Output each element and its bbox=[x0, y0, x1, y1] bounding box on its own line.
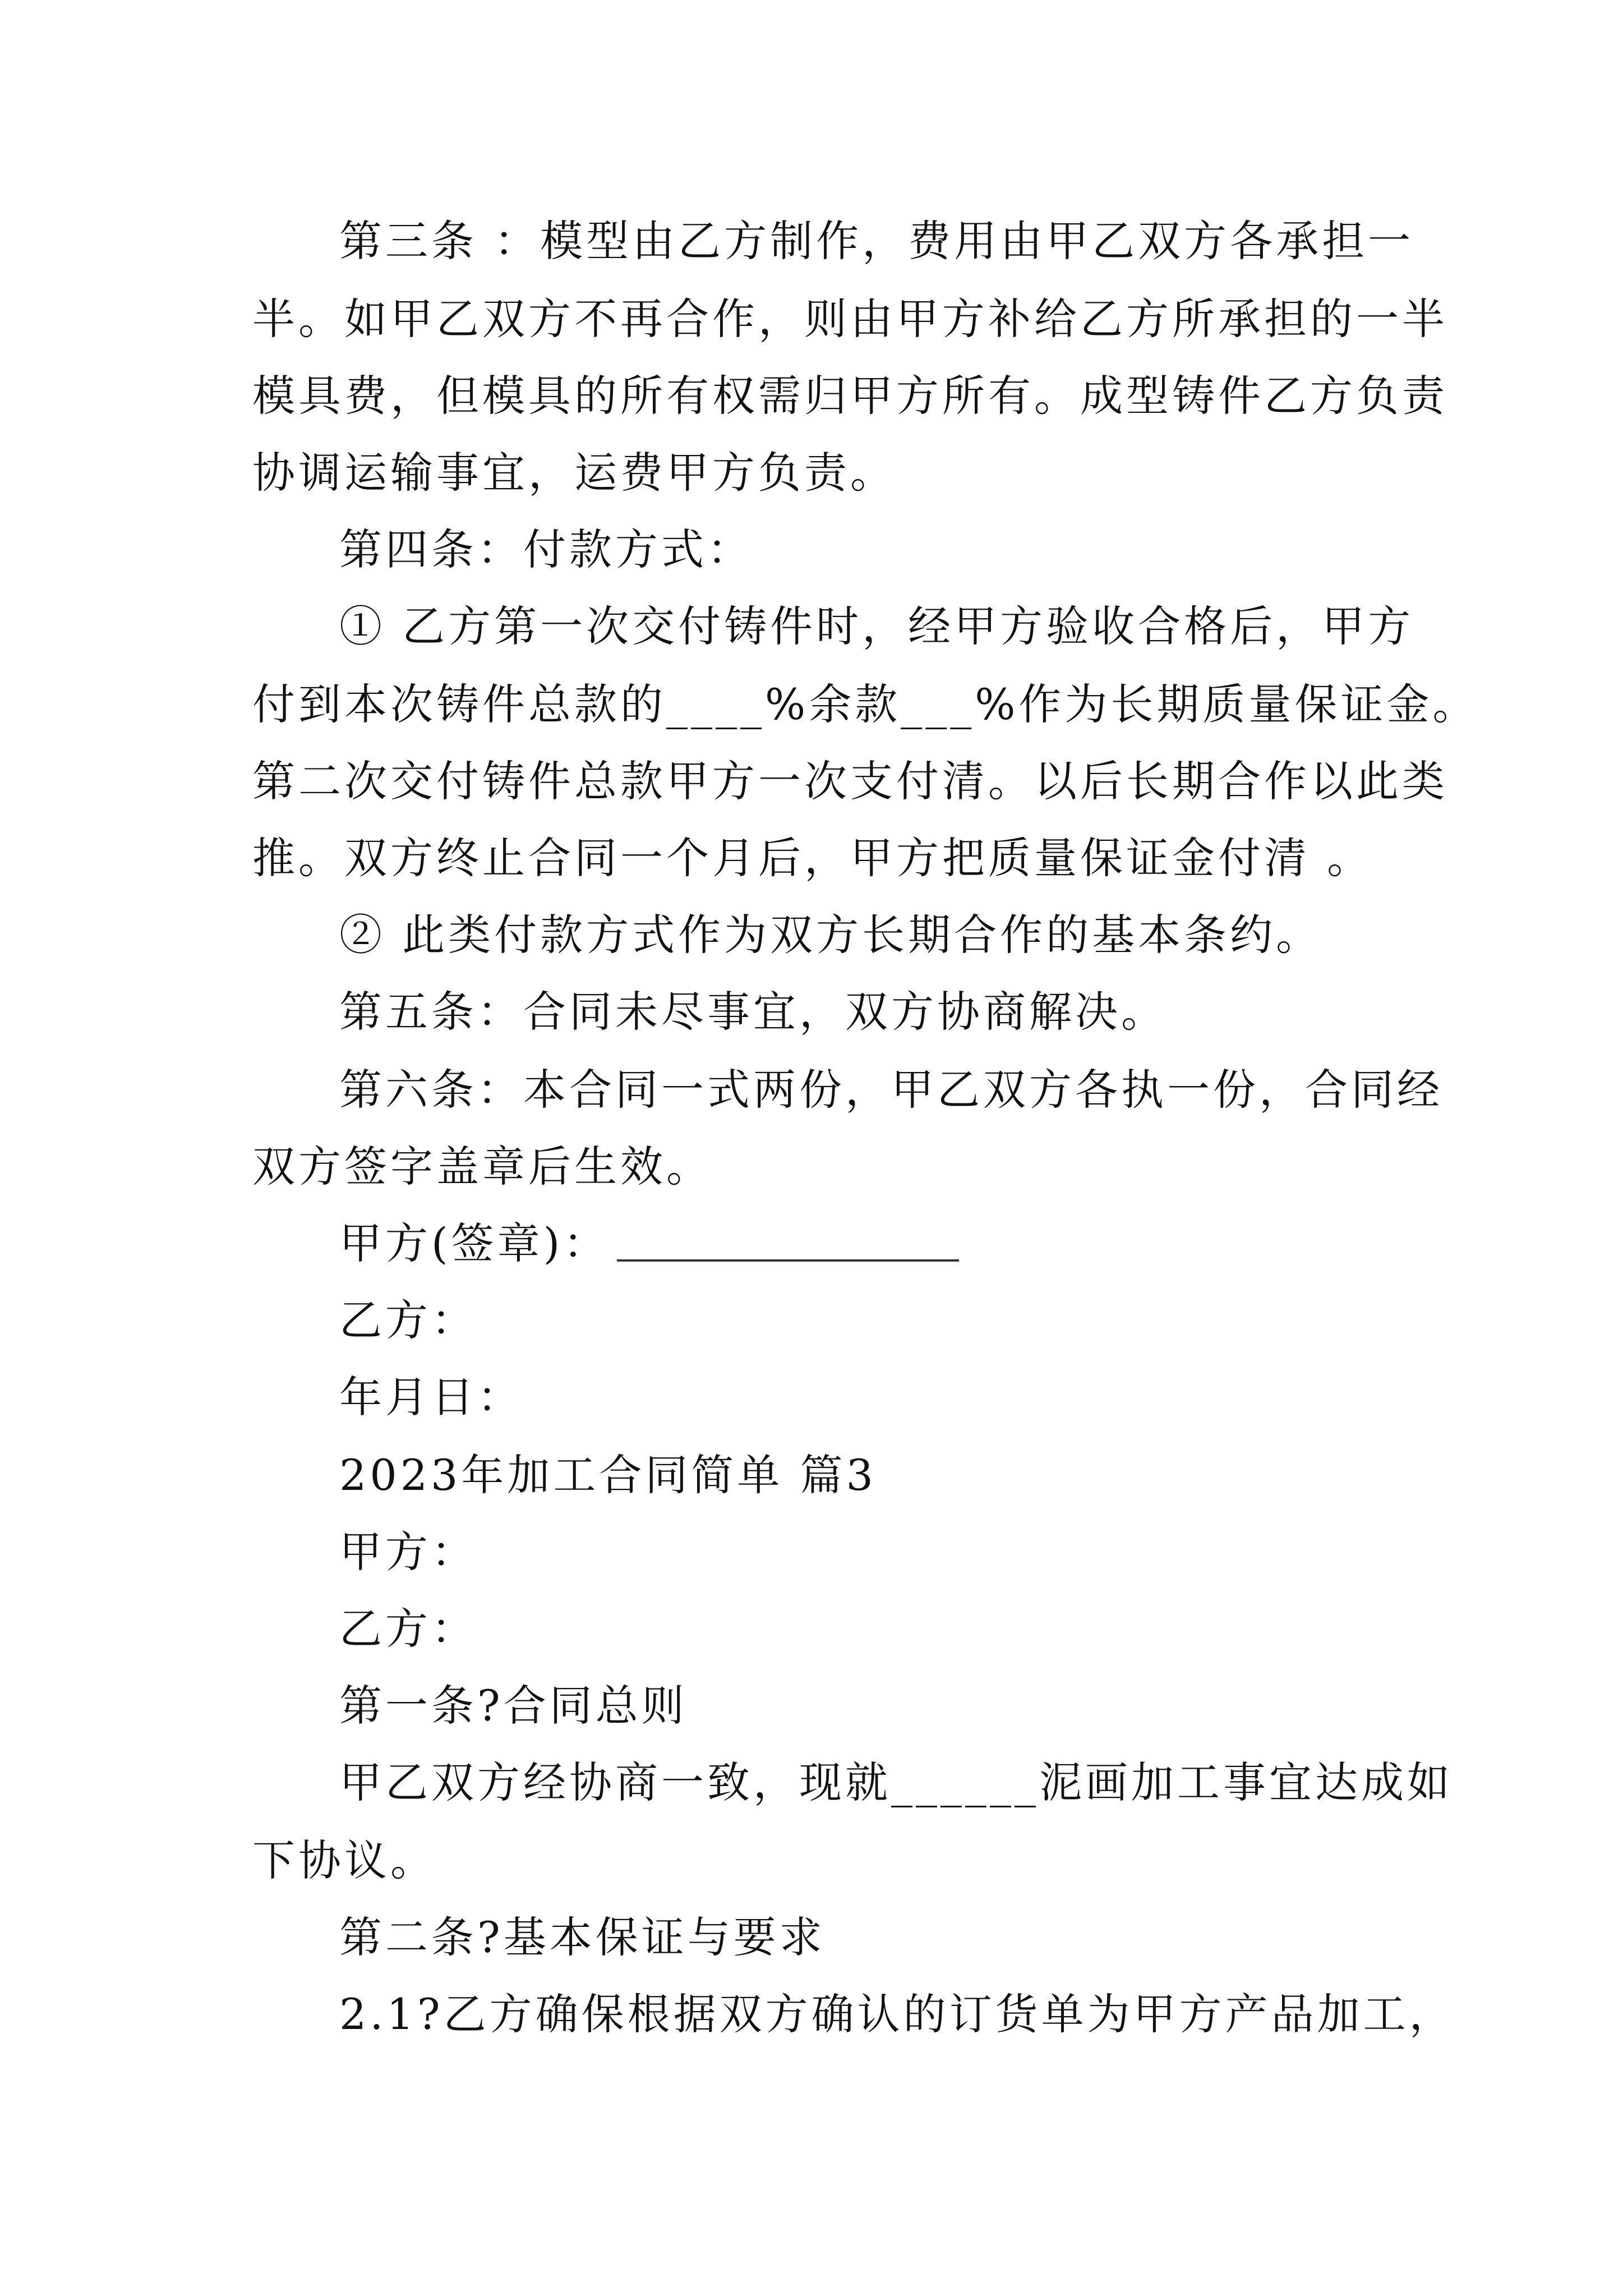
payment-item-1-line-2: 付到本次铸件总款的____%余款___%作为长期质量保证金。 bbox=[252, 679, 1479, 729]
article-3-line-2: 半。如甲乙双方不再合作，则由甲方补给乙方所承担的一半 bbox=[252, 294, 1448, 344]
article-1-line-1: 甲乙双方经协商一致，现就______泥画加工事宜达成如 bbox=[339, 1757, 1453, 1807]
article-3-line-1: 第三条 ：模型由乙方制作，费用由甲乙双方各承担一 bbox=[339, 216, 1414, 266]
date-label: 年月日： bbox=[339, 1372, 523, 1422]
party-a-signature-label: 甲方(签章)： bbox=[339, 1218, 610, 1268]
party-b-label-2: 乙方： bbox=[339, 1604, 477, 1654]
clause-2-1: 2.1?乙方确保根据双方确认的订货单为甲方产品加工， bbox=[339, 1989, 1455, 2039]
party-a-signature-line bbox=[339, 1216, 959, 1272]
article-2-heading: 第二条?基本保证与要求 bbox=[339, 1912, 826, 1962]
article-6-line-2: 双方签字盖章后生效。 bbox=[252, 1142, 712, 1191]
article-4-heading: 第四条：付款方式： bbox=[339, 524, 753, 574]
article-1-heading: 第一条?合同总则 bbox=[339, 1681, 688, 1731]
article-5: 第五条：合同未尽事宜，双方协商解决。 bbox=[339, 987, 1167, 1037]
party-b-label: 乙方： bbox=[339, 1295, 477, 1345]
payment-item-2: ② 此类付款方式作为双方长期合作的基本条约。 bbox=[339, 910, 1322, 960]
section-heading: 2023年加工合同简单 篇3 bbox=[339, 1450, 877, 1500]
signature-underline bbox=[617, 1259, 959, 1262]
payment-item-1-line-3: 第二次交付铸件总款甲方一次支付清。以后长期合作以此类 bbox=[252, 756, 1448, 806]
article-6-line-1: 第六条：本合同一式两份，甲乙双方各执一份，合同经 bbox=[339, 1065, 1443, 1115]
article-3-line-3: 模具费，但模具的所有权需归甲方所有。成型铸件乙方负责 bbox=[252, 371, 1448, 421]
article-3-line-4: 协调运输事宜，运费甲方负责。 bbox=[252, 448, 896, 498]
article-1-line-2: 下协议。 bbox=[252, 1835, 436, 1885]
payment-item-1-line-1: ① 乙方第一次交付铸件时，经甲方验收合格后，甲方 bbox=[339, 601, 1414, 651]
party-a-label: 甲方： bbox=[339, 1527, 477, 1577]
payment-item-1-line-4: 推。双方终止合同一个月后，甲方把质量保证金付清 。 bbox=[252, 833, 1373, 883]
